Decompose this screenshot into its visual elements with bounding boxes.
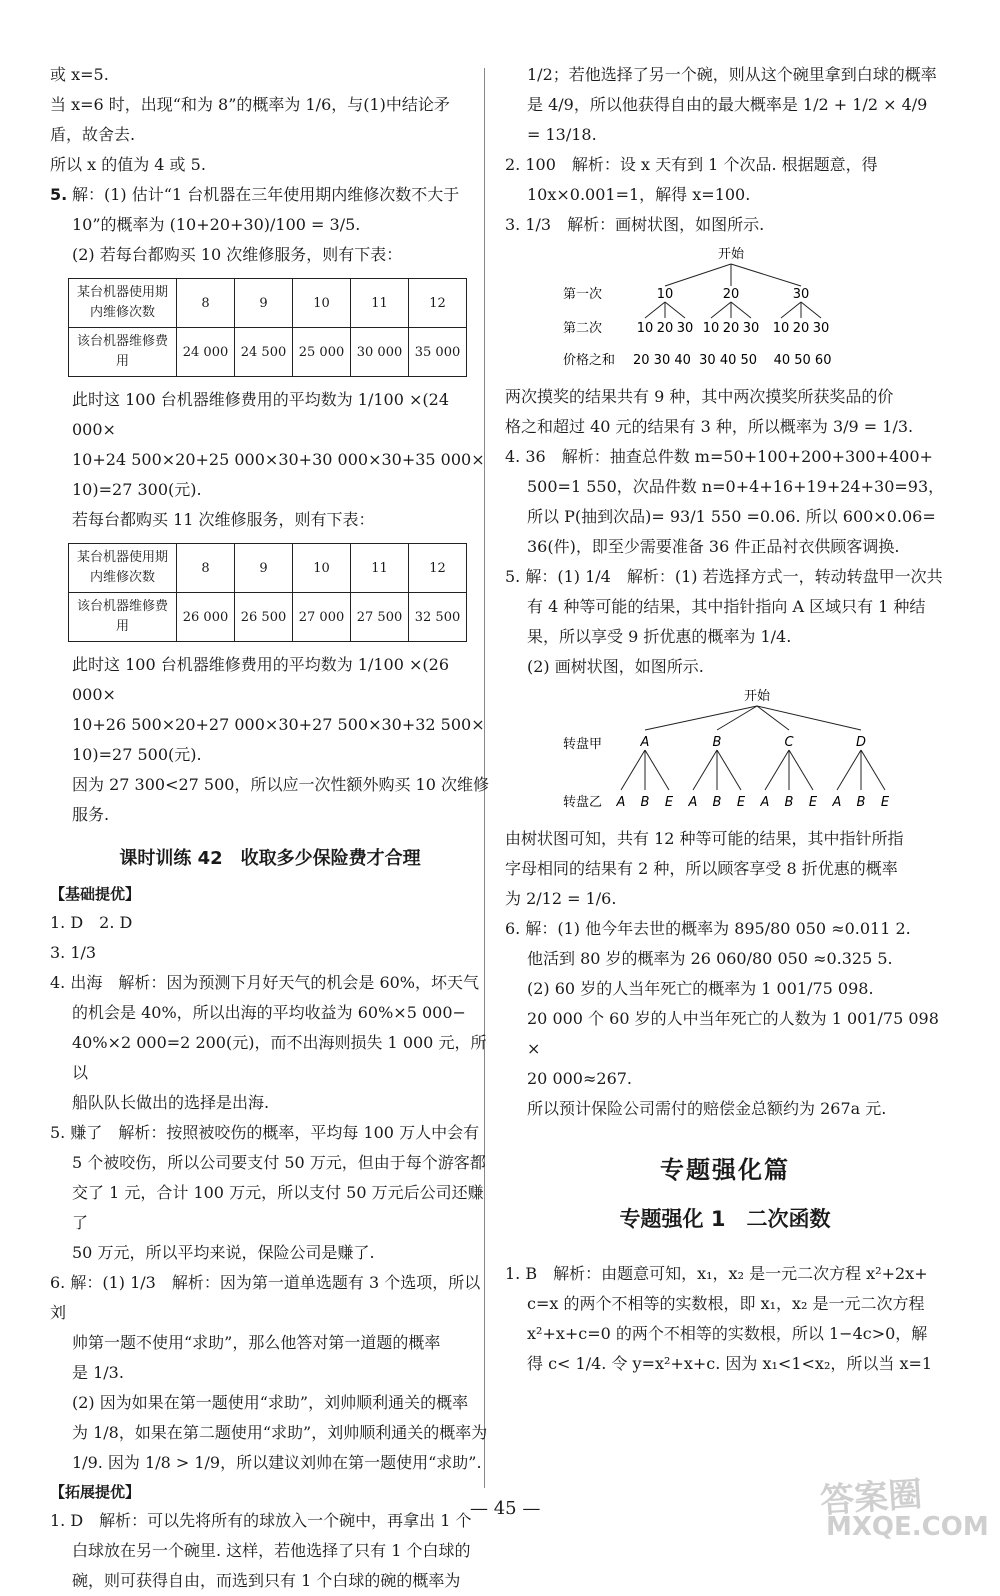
answer-line: 3. 1/3 bbox=[50, 943, 97, 962]
maintenance-table-10 bbox=[68, 278, 467, 377]
answer-line: 由树状图可知，共有 12 种等可能的结果，其中指针所指 bbox=[505, 829, 904, 848]
part-title: 专题强化篇 bbox=[660, 1156, 790, 1184]
text-line: 10)=27 500(元). bbox=[72, 745, 202, 764]
tree-node: 30 bbox=[742, 321, 760, 336]
answer-line: 是 4/9，所以他获得自由的最大概率是 1/2 + 1/2 × 4/9 = 13/18. bbox=[527, 95, 928, 144]
text-line: 此时这 100 台机器维修费用的平均数为 1/100 ×(26 000× bbox=[72, 655, 450, 704]
tag-basic: 【基础提优】 bbox=[50, 885, 141, 903]
answer-line: 50 万元，所以平均来说，保险公司是赚了. bbox=[72, 1243, 375, 1262]
right-column bbox=[505, 60, 945, 1379]
text-line: 因为 27 300<27 500，所以应一次性额外购买 10 次维修 bbox=[72, 775, 489, 794]
answer-line: 4. 出海 解析：因为预测下月好天气的机会是 60%，坏天气 bbox=[50, 973, 480, 992]
tree-branch bbox=[717, 706, 757, 730]
tree-node: B bbox=[640, 795, 650, 810]
table-cell: 8 bbox=[177, 279, 235, 328]
table-header: 某台机器使用期内维修次数 bbox=[69, 279, 177, 328]
answer-line: 的机会是 40%，所以出海的平均收益为 60%×5 000− bbox=[72, 1003, 466, 1022]
tree-node: 20 bbox=[656, 321, 674, 336]
question-number: 5. bbox=[50, 185, 68, 204]
answer-line: 1. D 2. D bbox=[50, 913, 133, 932]
tree-branch bbox=[645, 706, 757, 730]
tree-node: B bbox=[712, 795, 722, 810]
text-line: 解：(1) 估计“1 台机器在三年使用期内维修次数不大于 bbox=[72, 185, 460, 204]
text-line: (2) 若每台都购买 10 次维修服务，则有下表： bbox=[72, 245, 403, 264]
tree-node: 10 bbox=[636, 321, 654, 336]
tree-node: 20 bbox=[792, 321, 810, 336]
table-row bbox=[69, 279, 467, 328]
table-cell: 8 bbox=[177, 544, 235, 593]
tree-node: 30 bbox=[792, 287, 810, 302]
question-5 bbox=[50, 180, 490, 210]
table-cell: 26 500 bbox=[235, 593, 293, 642]
table-header: 该台机器维修费用 bbox=[69, 593, 177, 642]
tree-diagram-spinners bbox=[505, 686, 945, 816]
answer-line: 得 c< 1/4. 令 y=x²+x+c. 因为 x₁<1<x₂，所以当 x=1 bbox=[527, 1354, 933, 1373]
tree-node: 20 bbox=[722, 287, 740, 302]
answer-line: 字母相同的结果有 2 种，所以顾客享受 8 折优惠的概率 bbox=[505, 859, 898, 878]
watermark-logo: 答案圈 bbox=[818, 1474, 924, 1522]
text-line: 10”的概率为 (10+20+30)/100 = 3/5. bbox=[72, 215, 361, 234]
tree-node: E bbox=[808, 795, 818, 810]
table-header: 该台机器维修费用 bbox=[69, 328, 177, 377]
answer-line: 果，所以享受 9 折优惠的概率为 1/4. bbox=[527, 627, 792, 646]
tree-start-label: 开始 bbox=[743, 689, 771, 704]
answer-line: 2. 100 解析：设 x 天有到 1 个次品. 根据题意，得 bbox=[505, 155, 878, 174]
tree-node: B bbox=[856, 795, 866, 810]
answer-line: x²+x+c=0 的两个不相等的实数根，所以 1−4c>0，解 bbox=[527, 1324, 928, 1343]
tree-node: A bbox=[640, 735, 650, 750]
text-line: 此时这 100 台机器维修费用的平均数为 1/100 ×(24 000× bbox=[72, 390, 450, 439]
tree-sums: 20 30 40 30 40 50 40 50 60 bbox=[633, 353, 832, 368]
answer-line: 所以预计保险公司需付的赔偿金总额约为 267a 元. bbox=[527, 1099, 887, 1118]
answer-line: c=x 的两个不相等的实数根，即 x₁，x₂ 是一元二次方程 bbox=[527, 1294, 925, 1313]
table-cell: 11 bbox=[351, 279, 409, 328]
answer-line: 船队队长做出的选择是出海. bbox=[72, 1093, 270, 1112]
table-cell: 27 000 bbox=[293, 593, 351, 642]
text-line: 10)=27 300(元). bbox=[72, 480, 202, 499]
table-cell: 35 000 bbox=[409, 328, 467, 377]
maintenance-table-11 bbox=[68, 543, 467, 642]
answer-line: 为 1/8，如果在第二题使用“求助”，刘帅顺利通关的概率为 bbox=[72, 1423, 488, 1442]
table-cell: 25 000 bbox=[293, 328, 351, 377]
answer-line: 5. 赚了 解析：按照被咬伤的概率，平均每 100 万人中会有 bbox=[50, 1123, 480, 1142]
answer-line: 所以 P(抽到次品)= 93/1 550 =0.06. 所以 600×0.06= bbox=[527, 507, 936, 526]
answer-line: 他活到 80 岁的概率为 26 060/80 050 ≈0.325 5. bbox=[527, 949, 893, 968]
answer-line: 交了 1 元，合计 100 万元，所以支付 50 万元后公司还赚了 bbox=[72, 1183, 484, 1232]
table-cell: 12 bbox=[409, 279, 467, 328]
tree-branches-second bbox=[621, 750, 885, 790]
answer-line: 1/2；若他选择了另一个碗，则从这个碗里拿到白球的概率 bbox=[527, 65, 937, 84]
tree-node: E bbox=[664, 795, 674, 810]
table-cell: 24 500 bbox=[235, 328, 293, 377]
text-line: 服务. bbox=[72, 805, 110, 824]
answer-line: 两次摸奖的结果共有 9 种，其中两次摸奖所获奖品的价 bbox=[505, 387, 894, 406]
answer-line: 为 2/12 = 1/6. bbox=[505, 889, 617, 908]
answer-line: 5 个被咬伤，所以公司要支付 50 万元，但由于每个游客都 bbox=[72, 1153, 486, 1172]
tree-node: 10 bbox=[656, 287, 674, 302]
table-cell: 11 bbox=[351, 544, 409, 593]
tree-node: 20 bbox=[722, 321, 740, 336]
tree-row-label: 第二次 bbox=[563, 321, 603, 336]
tree-node: 10 bbox=[772, 321, 790, 336]
answer-line: 1. B 解析：由题意可知，x₁，x₂ 是一元二次方程 x²+2x+ bbox=[505, 1264, 928, 1283]
tree-node: B bbox=[712, 735, 722, 750]
tree-node: 10 bbox=[702, 321, 720, 336]
answer-line: 碗，则可获得自由，而选到只有 1 个白球的碗的概率为 bbox=[72, 1571, 461, 1590]
answer-line: 白球放在另一个碗里. 这样，若他选择了只有 1 个白球的 bbox=[72, 1541, 471, 1560]
answer-line: 6. 解：(1) 他今年去世的概率为 895/80 050 ≈0.011 2. bbox=[505, 919, 911, 938]
tree-row-label: 转盘乙 bbox=[563, 795, 603, 810]
table-row bbox=[69, 544, 467, 593]
answer-line: 1/9. 因为 1/8 > 1/9，所以建议刘帅在第一题使用“求助”. bbox=[72, 1453, 482, 1472]
answer-line: 4. 36 解析：抽查总件数 m=50+100+200+300+400+ bbox=[505, 447, 933, 466]
tree-node: 30 bbox=[676, 321, 694, 336]
tree-row-label: 第一次 bbox=[563, 287, 603, 302]
text-line: 当 x=6 时，出现“和为 8”的概率为 1/6，与(1)中结论矛 bbox=[50, 95, 450, 114]
section-title: 课时训练 42 收取多少保险费才合理 bbox=[119, 848, 421, 869]
tree-node: D bbox=[855, 735, 867, 750]
table-cell: 27 500 bbox=[351, 593, 409, 642]
text-line: 若每台都购买 11 次维修服务，则有下表： bbox=[72, 510, 375, 529]
table-cell: 9 bbox=[235, 544, 293, 593]
tree-node: A bbox=[832, 795, 842, 810]
text-line: 或 x=5. bbox=[50, 65, 109, 84]
tree-row-label: 转盘甲 bbox=[563, 737, 603, 752]
topic-title: 专题强化 1 二次函数 bbox=[619, 1207, 831, 1231]
left-column bbox=[50, 60, 490, 1596]
tree-node: E bbox=[736, 795, 746, 810]
table-row bbox=[69, 328, 467, 377]
table-cell: 10 bbox=[293, 279, 351, 328]
table-cell: 9 bbox=[235, 279, 293, 328]
answer-line: 格之和超过 40 元的结果有 3 种，所以概率为 3/9 = 1/3. bbox=[505, 417, 914, 436]
table-cell: 24 000 bbox=[177, 328, 235, 377]
answer-line: 500=1 550，次品件数 n=0+4+16+19+24+30=93， bbox=[527, 477, 945, 496]
tree-branch bbox=[665, 264, 731, 286]
text-line: 10+24 500×20+25 000×30+30 000×30+35 000× bbox=[72, 450, 485, 469]
text-line: 所以 x 的值为 4 或 5. bbox=[50, 155, 206, 174]
answer-line: 有 4 种等可能的结果，其中指针指向 A 区域只有 1 种结 bbox=[527, 597, 926, 616]
table-cell: 12 bbox=[409, 544, 467, 593]
answer-line: 5. 解：(1) 1/4 解析：(1) 若选择方式一，转动转盘甲一次共 bbox=[505, 567, 943, 586]
tree-node: A bbox=[688, 795, 698, 810]
table-cell: 26 000 bbox=[177, 593, 235, 642]
tag-extended: 【拓展提优】 bbox=[50, 1483, 141, 1501]
table-cell: 32 500 bbox=[409, 593, 467, 642]
tree-branch bbox=[731, 264, 801, 286]
answer-line: (2) 因为如果在第一题使用“求助”，刘帅顺利通关的概率 bbox=[72, 1393, 469, 1412]
page-number: — 45 — bbox=[470, 1498, 541, 1519]
table-row bbox=[69, 593, 467, 642]
tree-node: E bbox=[880, 795, 890, 810]
watermark-url: MXQE.COM bbox=[826, 1512, 989, 1542]
tree-row-label: 价格之和 bbox=[563, 353, 616, 368]
answer-line: 10x×0.001=1，解得 x=100. bbox=[527, 185, 751, 204]
tree-node: 30 bbox=[812, 321, 830, 336]
text-line: 盾，故舍去. bbox=[50, 125, 136, 144]
tree-node: A bbox=[760, 795, 770, 810]
answer-line: 40%×2 000=2 200(元)，而不出海则损失 1 000 元，所以 bbox=[72, 1033, 487, 1082]
table-header: 某台机器使用期内维修次数 bbox=[69, 544, 177, 593]
table-cell: 10 bbox=[293, 544, 351, 593]
answer-line: 6. 解：(1) 1/3 解析：因为第一道单选题有 3 个选项，所以刘 bbox=[50, 1273, 481, 1322]
tree-branches-second bbox=[645, 302, 821, 318]
answer-line: (2) 60 岁的人当年死亡的概率为 1 001/75 098. bbox=[527, 979, 874, 998]
answer-line: 帅第一题不使用“求助”，那么他答对第一道题的概率 bbox=[72, 1333, 441, 1352]
tree-diagram-prices bbox=[505, 244, 945, 374]
text-line: 10+26 500×20+27 000×30+27 500×30+32 500× bbox=[72, 715, 485, 734]
tree-node: C bbox=[784, 735, 794, 750]
tree-node: A bbox=[616, 795, 626, 810]
tree-node: B bbox=[784, 795, 794, 810]
table-cell: 30 000 bbox=[351, 328, 409, 377]
answer-line: 36(件)，即至少需要准备 36 件正品衬衣供顾客调换. bbox=[527, 537, 900, 556]
answer-line: 3. 1/3 解析：画树状图，如图所示. bbox=[505, 215, 765, 234]
tree-start-label: 开始 bbox=[717, 247, 745, 262]
answer-line: 20 000 个 60 岁的人中当年死亡的人数为 1 001/75 098 × bbox=[527, 1009, 939, 1058]
answer-line: 是 1/3. bbox=[72, 1363, 124, 1382]
answer-line: 1. D 解析：可以先将所有的球放入一个碗中，再拿出 1 个 bbox=[50, 1511, 472, 1530]
answer-line: (2) 画树状图，如图所示. bbox=[527, 657, 704, 676]
answer-line: 20 000≈267. bbox=[527, 1069, 633, 1088]
